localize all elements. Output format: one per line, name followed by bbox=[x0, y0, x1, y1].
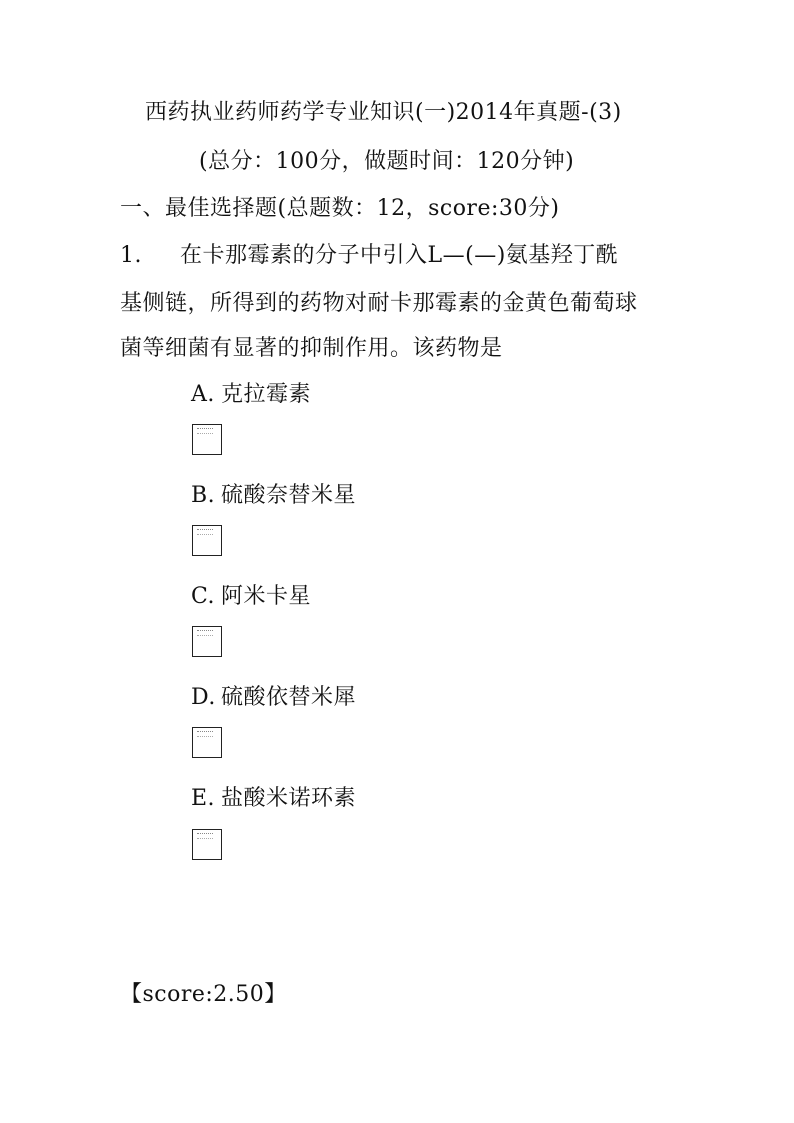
option-e-checkbox[interactable] bbox=[192, 829, 222, 860]
option-b bbox=[191, 481, 356, 511]
option-a bbox=[191, 380, 311, 410]
option-e bbox=[191, 784, 356, 814]
section-heading: 一、最佳选择题(总题数：12，score:30分) bbox=[120, 196, 560, 221]
option-d bbox=[191, 683, 356, 713]
checkbox-mark bbox=[197, 833, 213, 839]
document-subtitle: (总分：100分，做题时间：120分钟) bbox=[199, 149, 575, 174]
option-c bbox=[191, 582, 311, 612]
question-number: 1. bbox=[120, 243, 142, 268]
question-score: 【score:2.50】 bbox=[120, 982, 287, 1007]
option-d-checkbox[interactable] bbox=[192, 727, 222, 758]
option-c-text: 阿米卡星 bbox=[221, 584, 312, 609]
option-c-checkbox[interactable] bbox=[192, 626, 222, 657]
option-c-letter: C. bbox=[191, 584, 216, 609]
document-title: 西药执业药师药学专业知识(一)2014年真题-(3) bbox=[145, 100, 622, 125]
question-stem-line-1 bbox=[120, 241, 618, 271]
checkbox-mark bbox=[197, 529, 213, 535]
option-b-checkbox[interactable] bbox=[192, 525, 222, 556]
option-a-letter: A. bbox=[191, 382, 215, 407]
question-stem-line-2: 基侧链，所得到的药物对耐卡那霉素的金黄色葡萄球 bbox=[120, 291, 638, 316]
question-stem-line-3: 菌等细菌有显著的抑制作用。该药物是 bbox=[120, 336, 503, 361]
checkbox-mark bbox=[197, 731, 213, 737]
option-b-text: 硫酸奈替米星 bbox=[221, 483, 357, 508]
option-a-text: 克拉霉素 bbox=[221, 382, 312, 407]
checkbox-mark bbox=[197, 630, 213, 636]
question-text-1: 在卡那霉素的分子中引入L—(—)氨基羟丁酰 bbox=[180, 243, 619, 268]
option-a-checkbox[interactable] bbox=[192, 424, 222, 455]
option-e-letter: E. bbox=[191, 786, 216, 811]
option-d-letter: D. bbox=[191, 685, 216, 710]
option-e-text: 盐酸米诺环素 bbox=[221, 786, 357, 811]
checkbox-mark bbox=[197, 428, 213, 434]
option-d-text: 硫酸依替米犀 bbox=[221, 685, 357, 710]
option-b-letter: B. bbox=[191, 483, 216, 508]
